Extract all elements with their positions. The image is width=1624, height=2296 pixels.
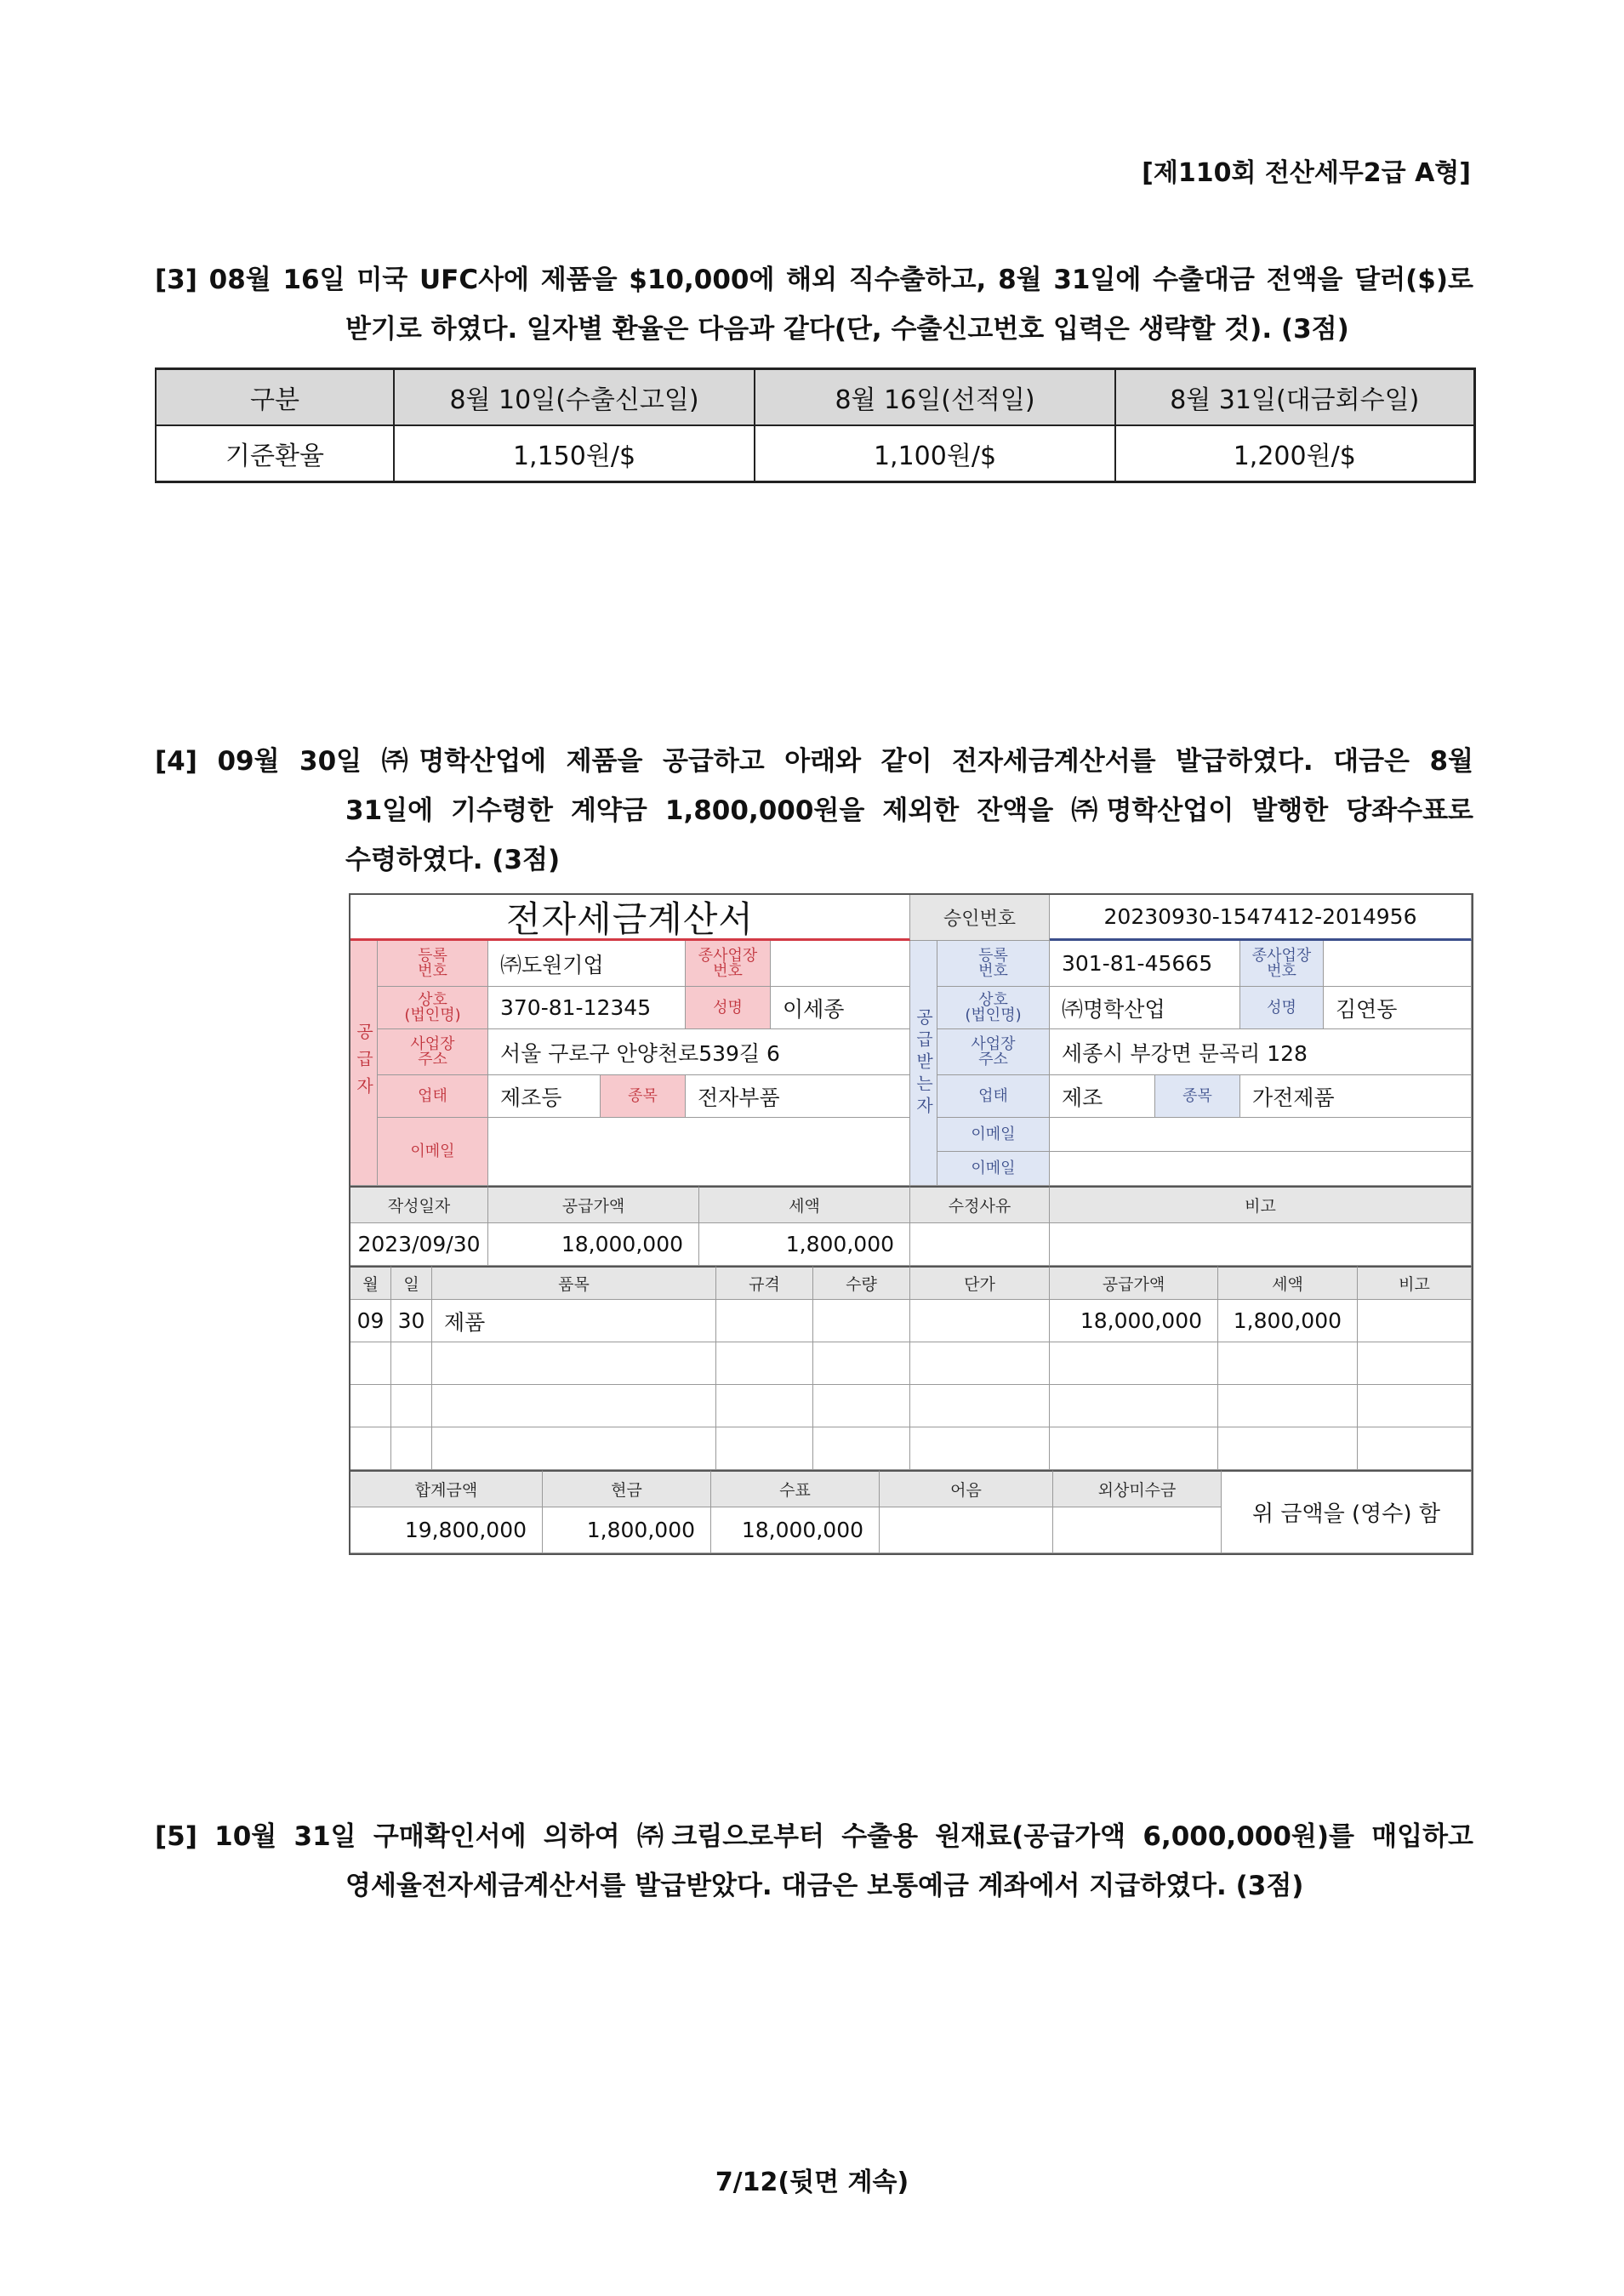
- buyer-address: 세종시 부강면 문곡리 128: [1050, 1029, 1472, 1075]
- approval-number: 20230930-1547412-2014956: [1050, 895, 1472, 941]
- question-3-line1: 08월 16일 미국 UFC사에 제품을 $10,000에 해외 직수출하고, 8월 31일에 수출대금 전액을 달러($)로: [208, 265, 1473, 295]
- item-unit-price: [910, 1300, 1050, 1342]
- question-3: [155, 255, 1473, 354]
- empty-cell: [813, 1385, 910, 1427]
- supplier-biz-type-label: 업태: [378, 1075, 488, 1118]
- item-header-spec: 규격: [716, 1266, 813, 1300]
- question-5: [155, 1812, 1473, 1911]
- buyer-branch-label: 종사업장 번호: [1240, 941, 1324, 987]
- item-spec: [716, 1300, 813, 1342]
- total-header-cash: 현금: [543, 1470, 711, 1507]
- buyer-email-1: [1050, 1118, 1472, 1152]
- item-header-remarks: 비고: [1358, 1266, 1472, 1300]
- empty-cell: [1358, 1342, 1472, 1385]
- buyer-branch: [1324, 941, 1472, 987]
- supplier-branch-label: 종사업장 번호: [686, 941, 771, 987]
- supplier-address-label: 사업장 주소: [378, 1029, 488, 1075]
- total-amount: 19,800,000: [350, 1507, 543, 1553]
- buyer-biz-type: 제조: [1050, 1075, 1155, 1118]
- table-header: 8월 31일(대금회수일): [1115, 369, 1474, 426]
- summary-supply: 18,000,000: [488, 1223, 699, 1266]
- buyer-side-text: 공급받는자: [913, 1007, 934, 1119]
- empty-cell: [1050, 1427, 1218, 1470]
- summary-date: 2023/09/30: [350, 1223, 488, 1266]
- buyer-address-label: 사업장 주소: [937, 1029, 1050, 1075]
- invoice-title: 전자세금계산서: [350, 895, 910, 941]
- empty-cell: [1218, 1427, 1358, 1470]
- item-header-unit-price: 단가: [910, 1266, 1050, 1300]
- empty-cell: [813, 1342, 910, 1385]
- buyer-side-label: [910, 941, 937, 1186]
- total-check: 18,000,000: [711, 1507, 880, 1553]
- question-4: [155, 737, 1473, 885]
- question-3-number: [3]: [155, 265, 197, 295]
- total-header-note: 어음: [880, 1470, 1053, 1507]
- table-cell: 1,150원/$: [394, 425, 755, 482]
- buyer-item-type-label: 종목: [1155, 1075, 1240, 1118]
- empty-cell: [1358, 1427, 1472, 1470]
- empty-cell: [1218, 1342, 1358, 1385]
- summary-header-supply: 공급가액: [488, 1186, 699, 1223]
- item-supply: 18,000,000: [1050, 1300, 1218, 1342]
- item-qty: [813, 1300, 910, 1342]
- table-header: 8월 16일(선적일): [755, 369, 1115, 426]
- supplier-side-label: [350, 941, 378, 1186]
- empty-cell: [350, 1427, 391, 1470]
- total-note: [880, 1507, 1053, 1553]
- summary-header-reason: 수정사유: [910, 1186, 1050, 1223]
- empty-cell: [910, 1342, 1050, 1385]
- item-header-name: 품목: [432, 1266, 716, 1300]
- supplier-address: 서울 구로구 안양천로539길 6: [488, 1029, 910, 1075]
- empty-cell: [716, 1385, 813, 1427]
- supplier-item-type: 전자부품: [686, 1075, 910, 1118]
- supplier-side-text: 공급자: [353, 1022, 374, 1104]
- item-header-supply: 공급가액: [1050, 1266, 1218, 1300]
- supplier-reg-no-label: 등록 번호: [378, 941, 488, 987]
- empty-cell: [716, 1427, 813, 1470]
- exchange-rate-header-row: [156, 369, 1474, 426]
- table-cell: 1,100원/$: [755, 425, 1115, 482]
- empty-cell: [1050, 1385, 1218, 1427]
- item-day: 30: [391, 1300, 432, 1342]
- question-4-line2: 31일에 기수령한 계약금 1,800,000원을 제외한 잔액을 ㈜명학산업이 발행한 당좌수표로: [345, 795, 1473, 826]
- empty-cell: [391, 1385, 432, 1427]
- summary-tax: 1,800,000: [699, 1223, 910, 1266]
- supplier-email: [488, 1118, 910, 1186]
- supplier-company-label: 상호 (법인명): [378, 987, 488, 1029]
- empty-cell: [1050, 1342, 1218, 1385]
- item-header-month: 월: [350, 1266, 391, 1300]
- summary-header-remarks: 비고: [1050, 1186, 1472, 1223]
- item-name: 제품: [432, 1300, 716, 1342]
- total-header-receivable: 외상미수금: [1053, 1470, 1222, 1507]
- supplier-biz-type: 제조등: [488, 1075, 601, 1118]
- total-cash: 1,800,000: [543, 1507, 711, 1553]
- summary-header-date: 작성일자: [350, 1186, 488, 1223]
- empty-cell: [350, 1385, 391, 1427]
- question-3-line2: 받기로 하였다. 일자별 환율은 다음과 같다(단, 수출신고번호 입력은 생략할 것). (3점): [345, 314, 1349, 345]
- total-header-total: 합계금액: [350, 1470, 543, 1507]
- total-receivable: [1053, 1507, 1222, 1553]
- buyer-item-type: 가전제품: [1240, 1075, 1472, 1118]
- total-header-check: 수표: [711, 1470, 880, 1507]
- receipt-text: 위 금액을 (영수) 함: [1222, 1470, 1472, 1553]
- empty-cell: [910, 1427, 1050, 1470]
- exchange-rate-table: [155, 367, 1476, 483]
- buyer-company-label: 상호 (법인명): [937, 987, 1050, 1029]
- e-tax-invoice: [349, 893, 1473, 1555]
- summary-reason: [910, 1223, 1050, 1266]
- supplier-name: 이세종: [771, 987, 910, 1029]
- supplier-name-label: 성명: [686, 987, 771, 1029]
- buyer-name-label: 성명: [1240, 987, 1324, 1029]
- item-header-day: 일: [391, 1266, 432, 1300]
- empty-cell: [391, 1427, 432, 1470]
- supplier-company: 370-81-12345: [488, 987, 686, 1029]
- buyer-email-label-2: 이메일: [937, 1152, 1050, 1186]
- empty-cell: [1358, 1385, 1472, 1427]
- supplier-email-label: 이메일: [378, 1118, 488, 1186]
- question-4-number: [4]: [155, 746, 197, 777]
- empty-cell: [1218, 1385, 1358, 1427]
- question-5-line1: 10월 31일 구매확인서에 의하여 ㈜크림으로부터 수출용 원재료(공급가액 6,000,000원)를 매입하고: [214, 1821, 1474, 1852]
- buyer-email-label-1: 이메일: [937, 1118, 1050, 1152]
- exam-header: [제110회 전산세무2급 A형]: [1142, 158, 1471, 188]
- table-cell: 1,200원/$: [1115, 425, 1474, 482]
- page-footer: 7/12(뒷면 계속): [715, 2168, 909, 2197]
- buyer-name: 김연동: [1324, 987, 1472, 1029]
- empty-cell: [813, 1427, 910, 1470]
- empty-cell: [350, 1342, 391, 1385]
- question-4-line1: 09월 30일 ㈜명학산업에 제품을 공급하고 아래와 같이 전자세금계산서를 발급하였다. 대금은 8월: [217, 746, 1474, 777]
- item-header-qty: 수량: [813, 1266, 910, 1300]
- question-5-line2: 영세율전자세금계산서를 발급받았다. 대금은 보통예금 계좌에서 지급하였다. (3점): [345, 1871, 1304, 1901]
- empty-cell: [432, 1385, 716, 1427]
- empty-cell: [910, 1385, 1050, 1427]
- empty-cell: [432, 1427, 716, 1470]
- item-tax: 1,800,000: [1218, 1300, 1358, 1342]
- empty-cell: [432, 1342, 716, 1385]
- item-header-tax: 세액: [1218, 1266, 1358, 1300]
- supplier-item-type-label: 종목: [601, 1075, 686, 1118]
- buyer-company: ㈜명학산업: [1050, 987, 1240, 1029]
- summary-header-tax: 세액: [699, 1186, 910, 1223]
- table-cell: 기준환율: [156, 425, 394, 482]
- empty-cell: [716, 1342, 813, 1385]
- table-header: 구분: [156, 369, 394, 426]
- table-header: 8월 10일(수출신고일): [394, 369, 755, 426]
- item-month: 09: [350, 1300, 391, 1342]
- item-remarks: [1358, 1300, 1472, 1342]
- summary-remarks: [1050, 1223, 1472, 1266]
- empty-cell: [391, 1342, 432, 1385]
- buyer-email-2: [1050, 1152, 1472, 1186]
- approval-number-label: 승인번호: [910, 895, 1050, 941]
- buyer-biz-type-label: 업태: [937, 1075, 1050, 1118]
- question-5-number: [5]: [155, 1821, 197, 1852]
- supplier-reg-no: ㈜도원기업: [488, 941, 686, 987]
- question-4-line3: 수령하였다. (3점): [345, 845, 561, 875]
- table-row: [156, 425, 1474, 482]
- buyer-reg-no: 301-81-45665: [1050, 941, 1240, 987]
- supplier-branch: [771, 941, 910, 987]
- buyer-reg-no-label: 등록 번호: [937, 941, 1050, 987]
